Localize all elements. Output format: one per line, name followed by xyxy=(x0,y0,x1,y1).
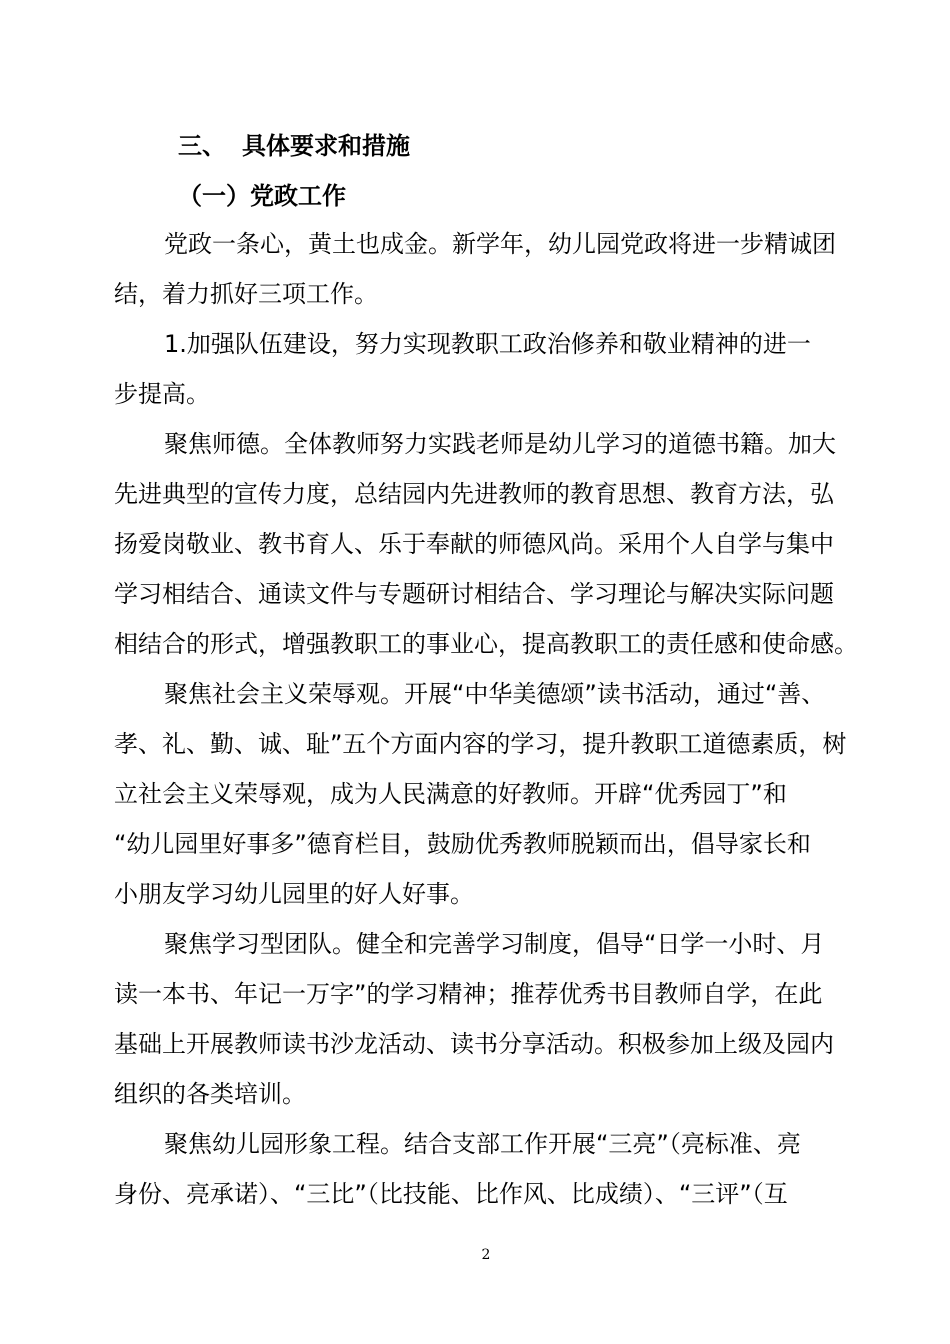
section-title: 具体要求和措施 xyxy=(242,132,410,160)
section-number: 三、 xyxy=(178,132,226,160)
text-line: 先进典型的宣传力度，总结园内先进教师的教育思想、教育方法，弘 xyxy=(114,480,834,508)
text-line: 读一本书、年记一万字”的学习精神；推荐优秀书目教师自学，在此 xyxy=(114,980,823,1008)
text-line: 立社会主义荣辱观，成为人民满意的好教师。开辟“优秀园丁”和 xyxy=(114,780,787,808)
text-line: 聚焦学习型团队。健全和完善学习制度，倡导“日学一小时、月 xyxy=(164,930,825,958)
section-heading xyxy=(178,128,410,164)
text-line: 孝、礼、勤、诚、耻”五个方面内容的学习，提升教职工道德素质，树 xyxy=(114,730,847,758)
text-line: 小朋友学习幼儿园里的好人好事。 xyxy=(114,880,474,908)
text-line: 身份、亮承诺）、“三比”（比技能、比作风、比成绩）、“三评”（互 xyxy=(114,1180,788,1208)
text-line: 结，着力抓好三项工作。 xyxy=(114,280,378,308)
text-line: “幼儿园里好事多”德育栏目，鼓励优秀教师脱颖而出，倡导家长和 xyxy=(114,830,811,858)
text-line: 1.加强队伍建设，努力实现教职工政治修养和敬业精神的进一 xyxy=(164,330,811,358)
page-number: 2 xyxy=(481,1247,491,1263)
text-line: 聚焦社会主义荣辱观。开展“中华美德颂”读书活动，通过“善、 xyxy=(164,680,826,708)
text-line: 聚焦幼儿园形象工程。结合支部工作开展“三亮”（亮标准、亮 xyxy=(164,1130,801,1158)
text-line: 学习相结合、通读文件与专题研讨相结合、学习理论与解决实际问题 xyxy=(114,580,834,608)
text-line: 步提高。 xyxy=(114,380,210,408)
text-line: 相结合的形式，增强教职工的事业心，提高教职工的责任感和使命感。 xyxy=(114,630,858,658)
text-line: 党政一条心，黄土也成金。新学年，幼儿园党政将进一步精诚团 xyxy=(164,230,836,258)
text-line: 聚焦师德。全体教师努力实践老师是幼儿学习的道德书籍。加大 xyxy=(164,430,836,458)
text-line: 扬爱岗敬业、教书育人、乐于奉献的师德风尚。采用个人自学与集中 xyxy=(114,530,834,558)
text-line: 组织的各类培训。 xyxy=(114,1080,306,1108)
subsection-heading: （一）党政工作 xyxy=(178,182,346,210)
text-line: 基础上开展教师读书沙龙活动、读书分享活动。积极参加上级及园内 xyxy=(114,1030,834,1058)
